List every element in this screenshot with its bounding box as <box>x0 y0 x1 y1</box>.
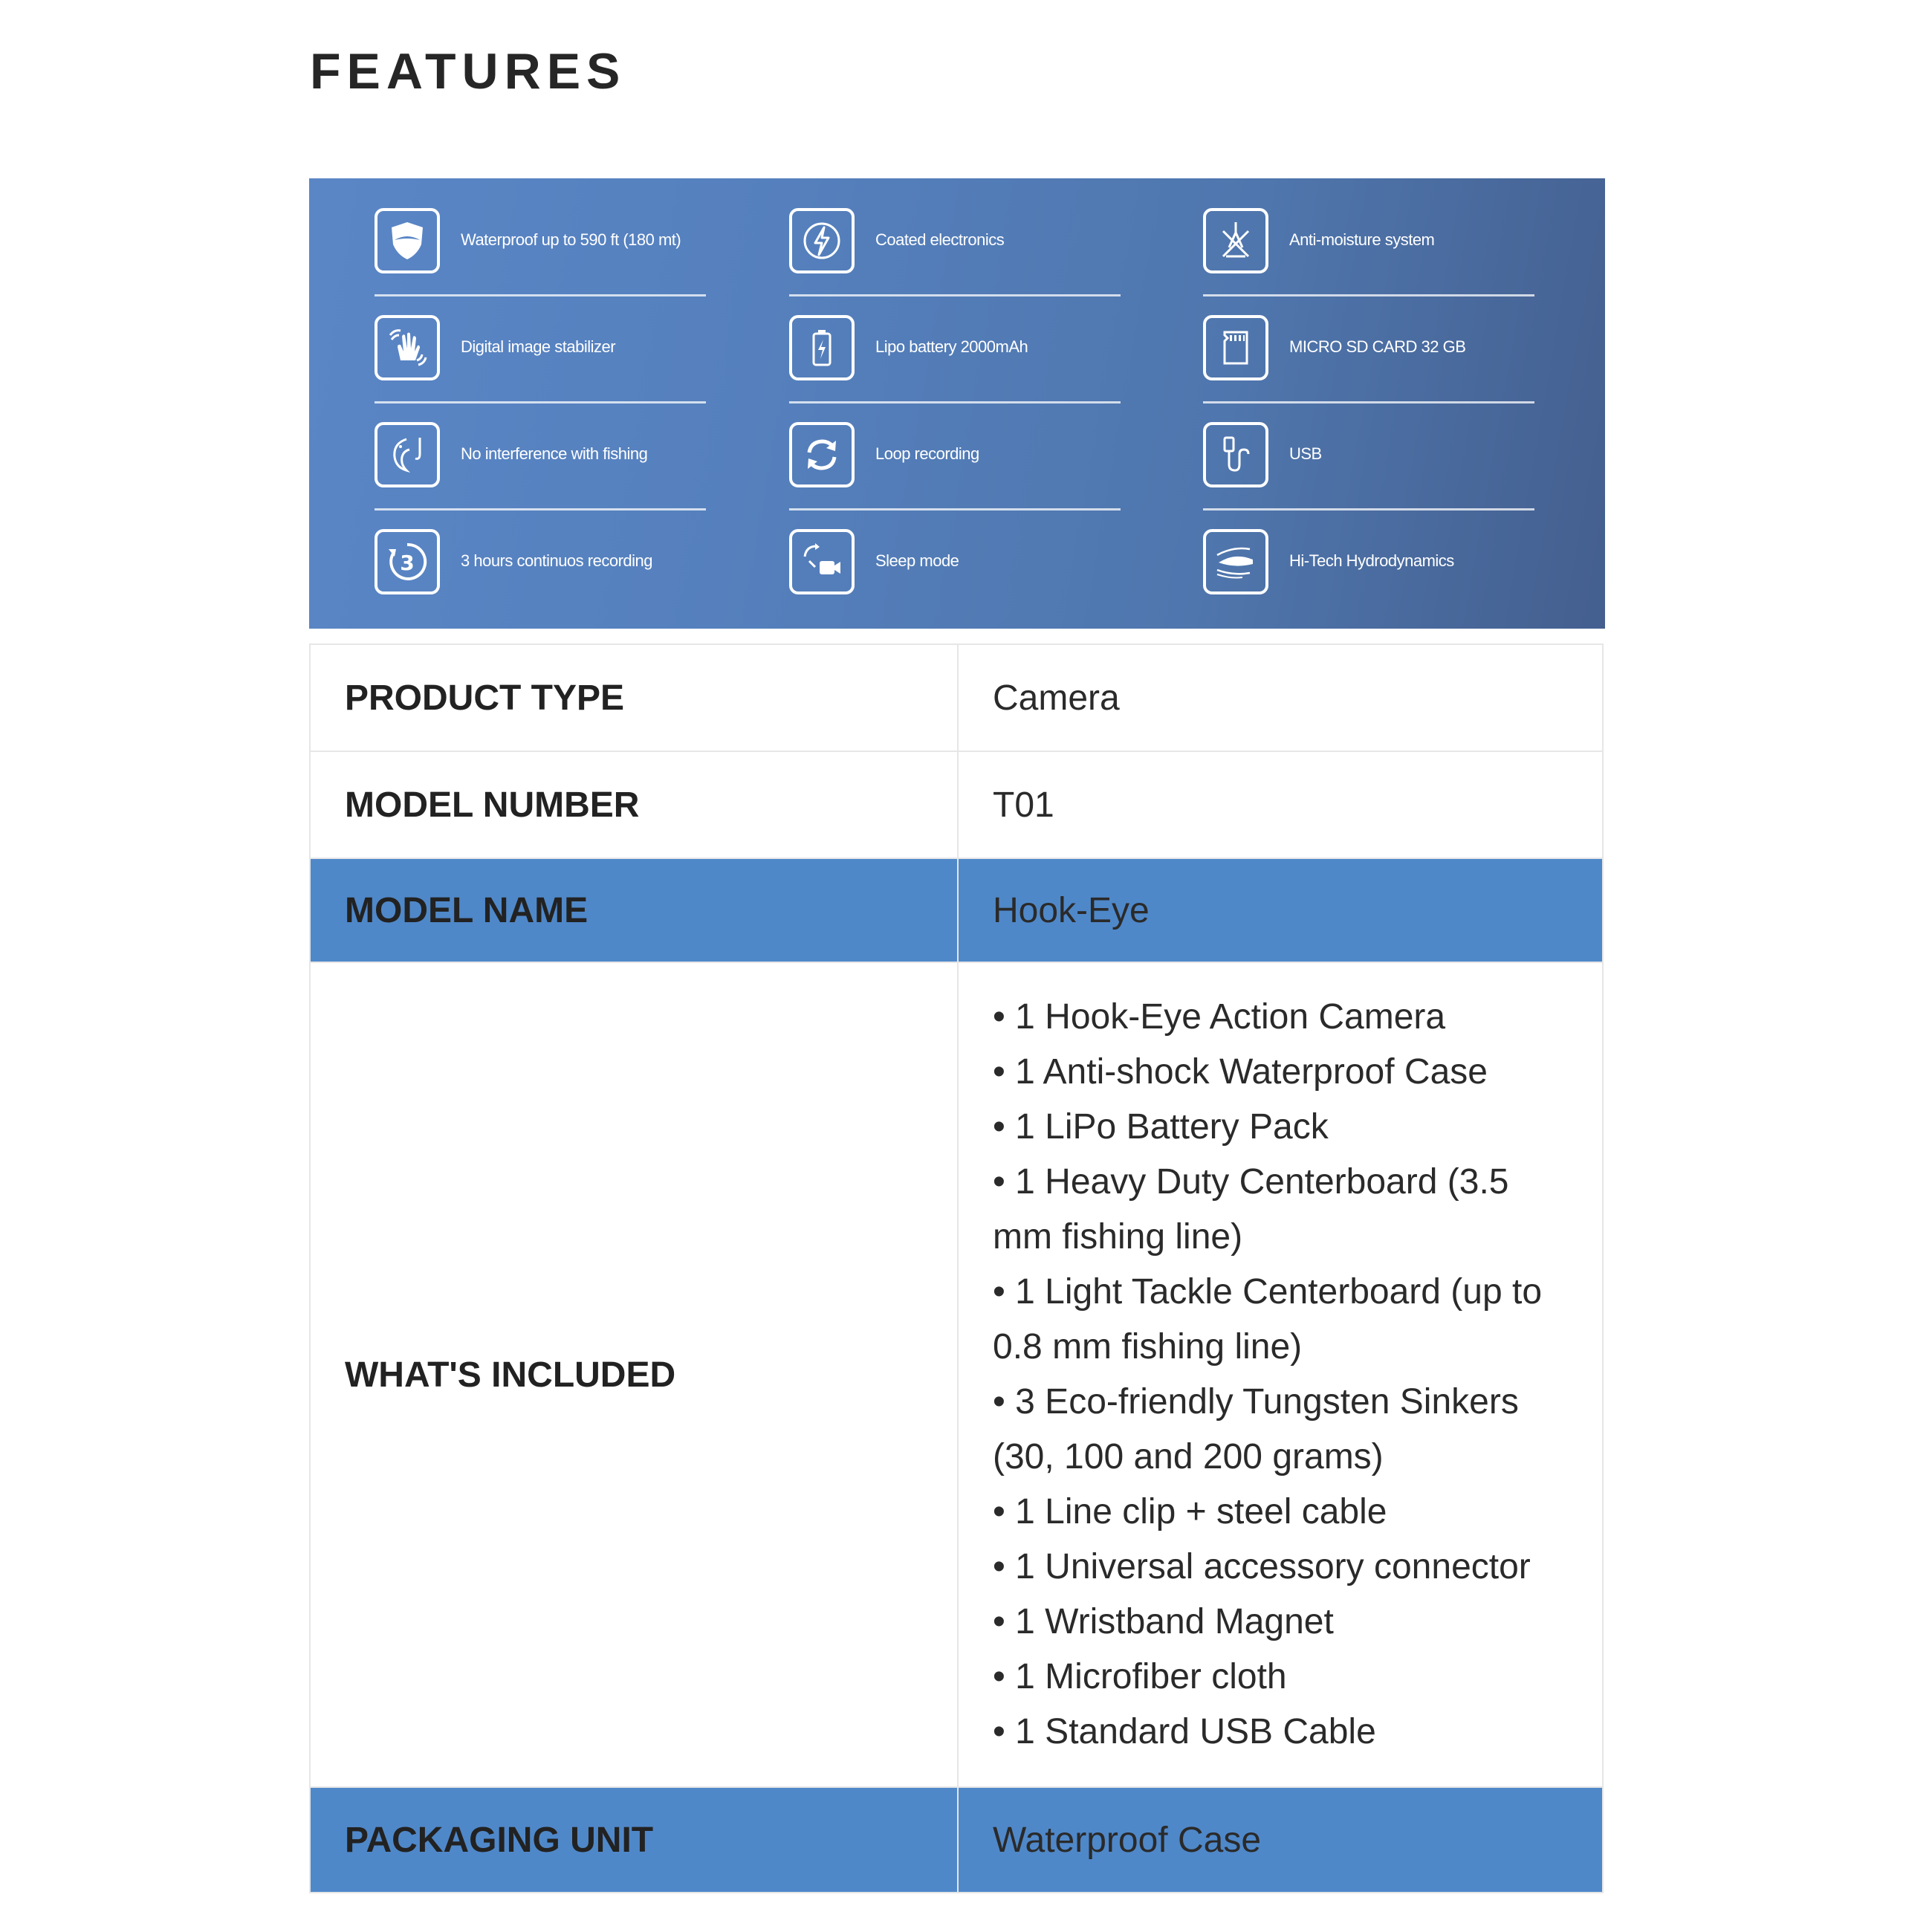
feature-label: Anti-moisture system <box>1289 230 1435 249</box>
three-hours-icon <box>375 529 440 594</box>
feature-label: 3 hours continuos recording <box>461 551 652 570</box>
feature-battery <box>789 285 1121 392</box>
table-row-model-name <box>310 858 1603 962</box>
feature-3-hours <box>375 499 706 606</box>
list-item: • 1 Microfiber cloth <box>993 1657 1287 1696</box>
feature-loop-recording <box>789 392 1121 499</box>
feature-coated-electronics <box>789 178 1121 285</box>
svg-text:3: 3 <box>400 551 415 575</box>
sleep-camera-icon <box>789 529 855 594</box>
hand-stabilizer-icon <box>375 315 440 380</box>
table-row-whats-included <box>310 962 1603 1787</box>
list-item: • 1 Wristband Magnet <box>993 1602 1334 1641</box>
page-title: FEATURES <box>310 43 626 100</box>
list-item: • 1 Hook-Eye Action Camera <box>993 997 1446 1037</box>
hydrodynamics-icon <box>1203 529 1268 594</box>
table-row-packaging-unit <box>310 1787 1603 1893</box>
lightning-icon <box>789 208 855 273</box>
list-item: • 1 Universal accessory connector <box>993 1547 1531 1586</box>
included-list <box>993 990 1568 1760</box>
list-item: • 1 Line clip + steel cable <box>993 1492 1387 1531</box>
feature-usb <box>1203 392 1534 499</box>
anti-moisture-icon <box>1203 208 1268 273</box>
feature-anti-moisture <box>1203 178 1534 285</box>
sd-card-icon <box>1203 315 1268 380</box>
feature-label: No interference with fishing <box>461 444 648 463</box>
list-item: • 1 Heavy Duty Centerboard (3.5 mm fishing line) <box>993 1162 1509 1257</box>
feature-label: MICRO SD CARD 32 GB <box>1289 337 1466 356</box>
feature-label: USB <box>1289 444 1322 463</box>
shield-icon <box>375 208 440 273</box>
feature-label: Coated electronics <box>875 230 1005 249</box>
list-item: • 1 Anti-shock Waterproof Case <box>993 1052 1488 1092</box>
spec-key: MODEL NAME <box>310 858 958 962</box>
spec-key: PACKAGING UNIT <box>310 1787 958 1893</box>
spec-value: Hook-Eye <box>958 858 1603 962</box>
loop-icon <box>789 422 855 487</box>
spec-value: Waterproof Case <box>958 1787 1603 1893</box>
feature-label: Sleep mode <box>875 551 959 570</box>
battery-icon <box>789 315 855 380</box>
feature-sd-card <box>1203 285 1534 392</box>
list-item: • 1 Light Tackle Centerboard (up to 0.8 mm fishing line) <box>993 1272 1543 1367</box>
feature-label: Waterproof up to 590 ft (180 mt) <box>461 230 681 249</box>
feature-label: Digital image stabilizer <box>461 337 616 356</box>
table-row-model-number <box>310 751 1603 858</box>
feature-sleep-mode <box>789 499 1121 606</box>
feature-label: Lipo battery 2000mAh <box>875 337 1028 356</box>
feature-label: Loop recording <box>875 444 979 463</box>
spec-value <box>958 962 1603 1787</box>
list-item: • 1 LiPo Battery Pack <box>993 1107 1329 1147</box>
feature-stabilizer <box>375 285 706 392</box>
fish-hook-icon <box>375 422 440 487</box>
list-item: • 1 Standard USB Cable <box>993 1712 1376 1751</box>
feature-label: Hi-Tech Hydrodynamics <box>1289 551 1454 570</box>
table-row-product-type <box>310 644 1603 751</box>
spec-value: Camera <box>958 644 1603 751</box>
spec-table <box>309 644 1604 1893</box>
feature-no-interference <box>375 392 706 499</box>
spec-key: MODEL NUMBER <box>310 751 958 858</box>
features-banner <box>309 178 1605 629</box>
feature-waterproof <box>375 178 706 285</box>
feature-hydrodynamics <box>1203 499 1534 606</box>
usb-icon <box>1203 422 1268 487</box>
spec-value: T01 <box>958 751 1603 858</box>
spec-key: WHAT'S INCLUDED <box>310 962 958 1787</box>
spec-key: PRODUCT TYPE <box>310 644 958 751</box>
list-item: • 3 Eco-friendly Tungsten Sinkers (30, 100 and 200 grams) <box>993 1382 1519 1476</box>
